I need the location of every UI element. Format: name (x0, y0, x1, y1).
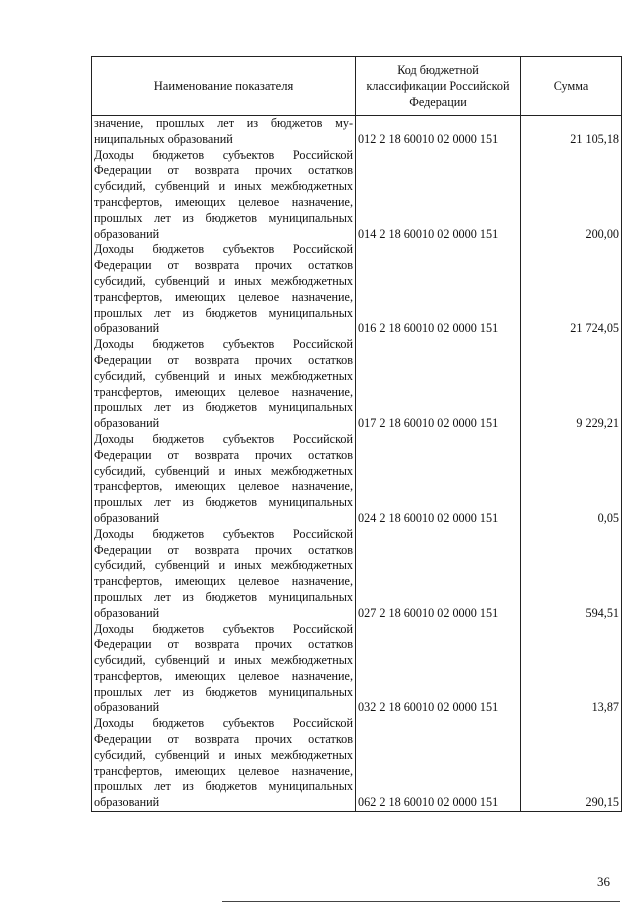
row-budget-code: 027 2 18 60010 02 0000 151 (356, 527, 521, 622)
row-budget-code: 016 2 18 60010 02 0000 151 (356, 242, 521, 337)
table-row (92, 622, 622, 717)
budget-revenue-table (91, 56, 622, 812)
row-indicator-name: Доходы бюджетов субъектов Российской Федерации от возврата прочих остатков субсидий, субвенций и иных межбюджетных трансфертов, имеющих целевое назначение, прошлых лет из бюджетов муниципальных образований (92, 432, 356, 527)
table-header (92, 57, 622, 116)
table-body (92, 116, 622, 812)
row-sum: 13,87 (521, 622, 622, 717)
table-row (92, 432, 622, 527)
row-sum: 21 724,05 (521, 242, 622, 337)
row-sum: 9 229,21 (521, 337, 622, 432)
row-indicator-name: значение, прошлых лет из бюджетов муниципальных образований (92, 116, 356, 148)
row-budget-code: 017 2 18 60010 02 0000 151 (356, 337, 521, 432)
row-indicator-name: Доходы бюджетов субъектов Российской Федерации от возврата прочих остатков субсидий, субвенций и иных межбюджетных трансфертов, имеющих целевое назначение, прошлых лет из бюджетов муниципальных образований (92, 527, 356, 622)
row-budget-code: 012 2 18 60010 02 0000 151 (356, 116, 521, 148)
row-budget-code: 014 2 18 60010 02 0000 151 (356, 148, 521, 243)
header-sum: Сумма (521, 57, 622, 116)
footer-divider (222, 901, 620, 902)
row-sum: 21 105,18 (521, 116, 622, 148)
row-sum: 290,15 (521, 716, 622, 811)
header-row (92, 57, 622, 116)
header-indicator-name: Наименование показателя (92, 57, 356, 116)
table-row (92, 242, 622, 337)
header-budget-code: Код бюджетной классификации Российской Федерации (356, 57, 521, 116)
page-number: 36 (597, 874, 610, 889)
row-indicator-name: Доходы бюджетов субъектов Российской Федерации от возврата прочих остатков субсидий, субвенций и иных межбюджетных трансфертов, имеющих целевое назначение, прошлых лет из бюджетов муниципальных образований (92, 148, 356, 243)
row-indicator-name: Доходы бюджетов субъектов Российской Федерации от возврата прочих остатков субсидий, субвенций и иных межбюджетных трансфертов, имеющих целевое назначение, прошлых лет из бюджетов муниципальных образований (92, 242, 356, 337)
table-row (92, 337, 622, 432)
row-budget-code: 024 2 18 60010 02 0000 151 (356, 432, 521, 527)
table-row (92, 116, 622, 148)
row-indicator-name: Доходы бюджетов субъектов Российской Федерации от возврата прочих остатков субсидий, субвенций и иных межбюджетных трансфертов, имеющих целевое назначение, прошлых лет из бюджетов муниципальных образований (92, 337, 356, 432)
table-row (92, 716, 622, 811)
row-budget-code: 032 2 18 60010 02 0000 151 (356, 622, 521, 717)
row-sum: 200,00 (521, 148, 622, 243)
table-row (92, 148, 622, 243)
row-budget-code: 062 2 18 60010 02 0000 151 (356, 716, 521, 811)
row-indicator-name: Доходы бюджетов субъектов Российской Федерации от возврата прочих остатков субсидий, субвенций и иных межбюджетных трансфертов, имеющих целевое назначение, прошлых лет из бюджетов муниципальных образований (92, 622, 356, 717)
row-indicator-name: Доходы бюджетов субъектов Российской Федерации от возврата прочих остатков субсидий, субвенций и иных межбюджетных трансфертов, имеющих целевое назначение, прошлых лет из бюджетов муниципальных образований (92, 716, 356, 811)
row-sum: 594,51 (521, 527, 622, 622)
row-sum: 0,05 (521, 432, 622, 527)
table-row (92, 527, 622, 622)
